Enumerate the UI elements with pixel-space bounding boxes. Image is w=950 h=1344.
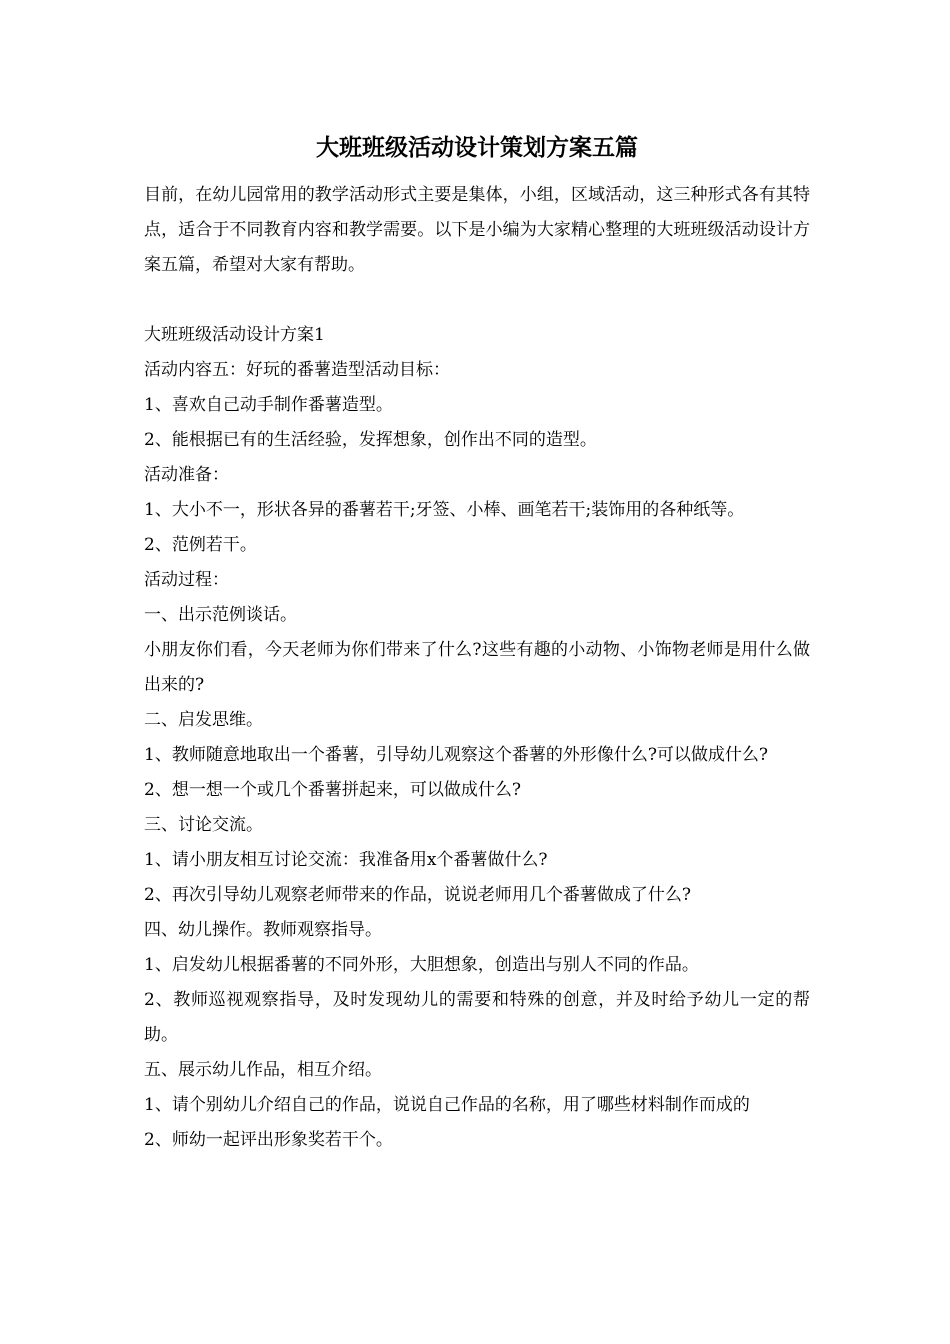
goal-item-2: 2、能根据已有的生活经验，发挥想象，创作出不同的造型。	[144, 430, 597, 450]
blank-line	[144, 283, 810, 318]
document-title: 大班班级活动设计策划方案五篇	[316, 134, 638, 161]
step-1-heading: 一、出示范例谈话。	[144, 605, 297, 625]
step-1-text: 小朋友你们看，今天老师为你们带来了什么?这些有趣的小动物、小饰物老师是用什么做出来的?	[144, 640, 810, 695]
step-5-item-1: 1、请个别幼儿介绍自己的作品，说说自己作品的名称，用了哪些材料制作而成的	[144, 1095, 750, 1115]
prep-heading: 活动准备：	[144, 465, 229, 485]
step-4-item-1: 1、启发幼儿根据番薯的不同外形，大胆想象，创造出与别人不同的作品。	[144, 955, 699, 975]
intro-paragraph: 目前，在幼儿园常用的教学活动形式主要是集体，小组，区域活动，这三种形式各有其特点，适合于不同教育内容和教学需要。以下是小编为大家精心整理的大班班级活动设计方案五篇，希望对大家有帮助。	[144, 185, 810, 275]
step-3-item-1: 1、请小朋友相互讨论交流：我准备用x个番薯做什么?	[144, 850, 548, 870]
step-5-heading: 五、展示幼儿作品，相互介绍。	[144, 1060, 382, 1080]
step-3-heading: 三、讨论交流。	[144, 815, 263, 835]
step-4-item-2: 2、教师巡视观察指导，及时发现幼儿的需要和特殊的创意，并及时给予幼儿一定的帮助。	[144, 990, 810, 1045]
goal-item-1: 1、喜欢自己动手制作番薯造型。	[144, 395, 393, 415]
document-page	[144, 128, 810, 1158]
step-2-heading: 二、启发思维。	[144, 710, 263, 730]
step-2-item-2: 2、想一想一个或几个番薯拼起来，可以做成什么?	[144, 780, 521, 800]
section-heading: 大班班级活动设计方案1	[144, 325, 325, 345]
prep-item-1: 1、大小不一，形状各异的番薯若干;牙签、小棒、画笔若干;装饰用的各种纸等。	[144, 500, 745, 520]
activity-content-goal: 活动内容五：好玩的番薯造型活动目标：	[144, 360, 450, 380]
process-heading: 活动过程：	[144, 570, 229, 590]
step-2-item-1: 1、教师随意地取出一个番薯，引导幼儿观察这个番薯的外形像什么?可以做成什么?	[144, 745, 769, 765]
step-5-item-2: 2、师幼一起评出形象奖若干个。	[144, 1130, 393, 1150]
step-4-heading: 四、幼儿操作。教师观察指导。	[144, 920, 382, 940]
step-3-item-2: 2、再次引导幼儿观察老师带来的作品，说说老师用几个番薯做成了什么?	[144, 885, 691, 905]
prep-item-2: 2、范例若干。	[144, 535, 257, 555]
